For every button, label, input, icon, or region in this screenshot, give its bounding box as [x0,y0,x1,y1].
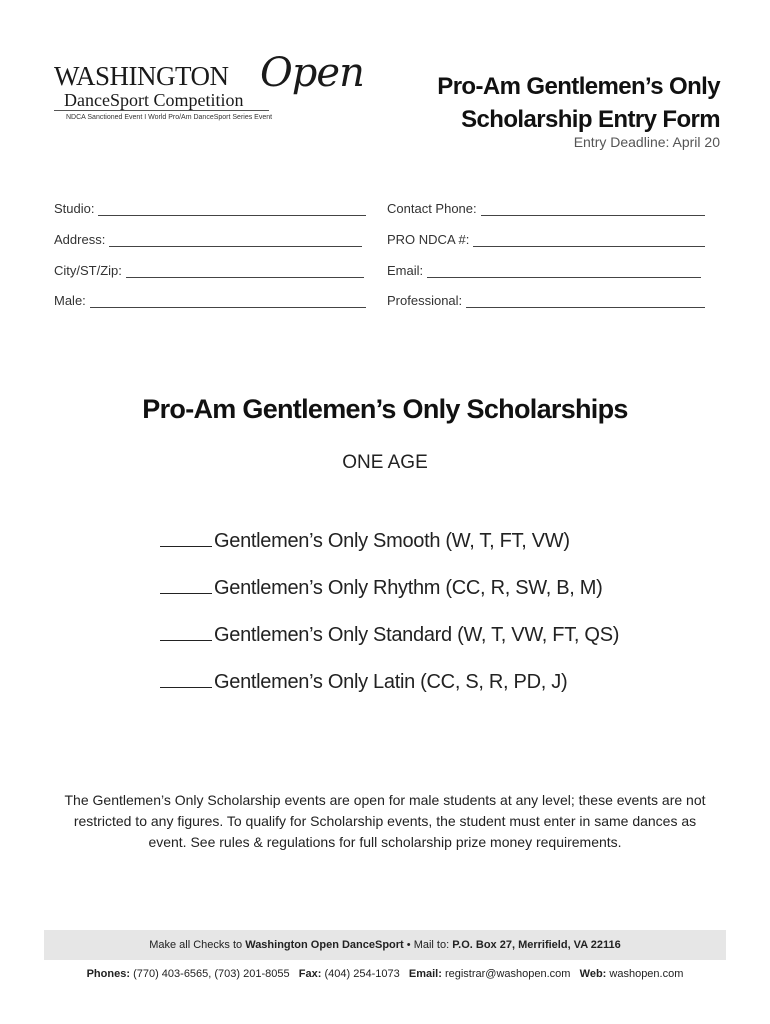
pro-ndca-label: PRO NDCA #: [387,232,470,247]
form-title-line2: Scholarship Entry Form [461,106,720,133]
web-label: Web: [579,968,607,980]
phones-value: (770) 403-6565, (703) 201-8055 [133,968,290,980]
email-contact-label: Email: [408,968,442,980]
logo-divider [54,110,269,111]
event-rhythm-label: Gentlemen’s Only Rhythm (CC, R, SW, B, M) [214,577,603,599]
mail-label: Mail to: [413,939,450,951]
male-field[interactable] [54,290,366,308]
city-label: City/ST/Zip: [54,263,122,278]
address-field[interactable] [54,229,362,247]
logo-subtitle: DanceSport Competition [64,90,244,110]
form-title [437,70,720,136]
logo-tagline: NDCA Sanctioned Event I World Pro/Am DanceSport Series Event [66,114,273,121]
section-title: Pro-Am Gentlemen’s Only Scholarships [142,394,628,424]
event-rhythm-entry-blank[interactable] [160,577,212,594]
email-field[interactable] [387,260,701,278]
email-contact-value[interactable]: registrar@washopen.com [444,968,571,980]
professional-input-line[interactable] [466,295,705,308]
professional-field[interactable] [387,290,705,308]
pro-ndca-field[interactable] [387,229,705,247]
pro-ndca-input-line[interactable] [473,234,705,247]
event-standard-entry-blank[interactable] [160,624,212,641]
email-input-line[interactable] [427,265,701,278]
male-label: Male: [54,293,86,308]
address-input-line[interactable] [109,234,362,247]
event-standard-label: Gentlemen’s Only Standard (W, T, VW, FT, QS) [214,624,620,646]
event-smooth[interactable] [160,530,570,553]
address-label: Address: [54,232,106,247]
fax-label: Fax: [298,968,322,980]
contact-line [0,968,770,980]
event-rhythm[interactable] [160,577,603,600]
email-label: Email: [387,263,424,278]
payment-band [44,930,726,960]
web-value[interactable]: washopen.com [609,968,684,980]
age-category: ONE AGE [342,452,428,473]
studio-label: Studio: [54,201,95,216]
entry-deadline: Entry Deadline: April 20 [573,134,720,150]
mail-address: P.O. Box 27, Merrifield, VA 22116 [452,939,621,951]
contact-phone-label: Contact Phone: [387,201,477,216]
professional-label: Professional: [387,293,463,308]
contact-phone-input-line[interactable] [481,203,705,216]
logo [54,50,364,128]
phones-label: Phones: [86,968,130,980]
event-standard[interactable] [160,624,619,647]
male-input-line[interactable] [90,295,366,308]
event-latin-label: Gentlemen’s Only Latin (CC, S, R, PD, J) [214,671,568,693]
fax-value: (404) 254-1073 [324,968,400,980]
event-latin[interactable] [160,671,567,694]
city-field[interactable] [54,260,364,278]
logo-main-text: WASHINGTON [54,61,229,91]
separator: • [406,939,411,951]
checks-label: Make all Checks to [149,939,243,951]
event-latin-entry-blank[interactable] [160,671,212,688]
studio-input-line[interactable] [98,203,366,216]
event-smooth-label: Gentlemen’s Only Smooth (W, T, FT, VW) [214,530,570,552]
checks-payee: Washington Open DanceSport [245,939,404,951]
city-input-line[interactable] [126,265,364,278]
form-title-line1: Pro-Am Gentlemen’s Only [437,73,720,100]
event-smooth-entry-blank[interactable] [160,530,212,547]
logo-script-text: Open [260,50,364,96]
eligibility-note: The Gentlemen’s Only Scholarship events are open for male students at any level; these events are not restricted to any figures. To qualify for Scholarship events, the student must enter in same dances as event. See rules & regulations for full scholarship prize money requirements. [64,792,706,850]
contact-phone-field[interactable] [387,198,705,216]
studio-field[interactable] [54,198,366,216]
